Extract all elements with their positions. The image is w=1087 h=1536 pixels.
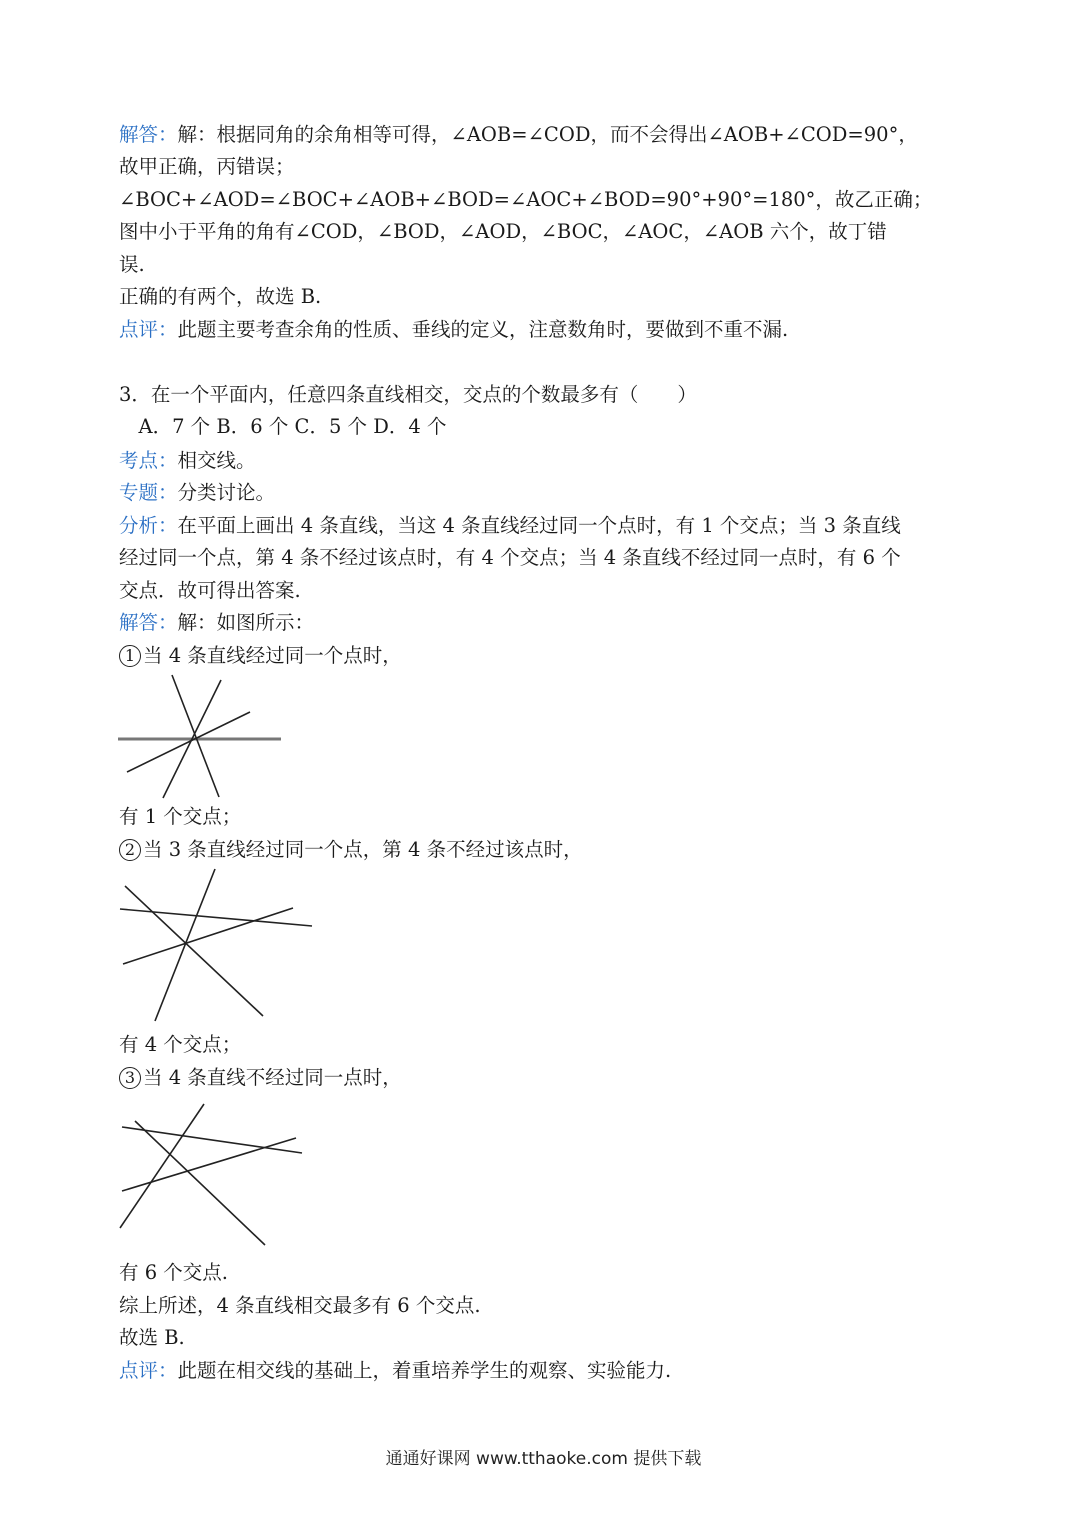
figure-one-intersection [115,672,290,802]
text-line: 交点．故可得出答案. [119,579,301,602]
label: 分析： [119,514,178,537]
text-line: 专题：分类讨论。 [119,481,276,504]
text-line: 经过同一个点，第 4 条不经过该点时，有 4 个交点；当 4 条直线不经过同一点时，有 6 个 [119,546,901,569]
label: 考点： [119,449,178,472]
line [155,869,215,1021]
text-line: 点评：此题主要考查余角的性质、垂线的定义，注意数角时，要做到不重不漏. [119,318,789,341]
text-line: 点评：此题在相交线的基础上，着重培养学生的观察、实验能力. [119,1359,672,1382]
question-line: 3．在一个平面内，任意四条直线相交，交点的个数最多有（ ） [119,383,697,406]
figure-two-svg [115,866,320,1026]
text-line: 解答：解：如图所示： [119,611,315,634]
text-line: 解答：解：根据同角的余角相等可得，∠AOB=∠COD，而不会得出∠AOB+∠COD=90°， [119,123,918,146]
figure-one-svg [115,672,290,802]
line [120,1104,204,1228]
figure-four-intersections [115,866,320,1026]
text-line: 2 当 3 条直线经过同一个点，第 4 条不经过该点时， [119,835,583,865]
circled-number: 2 [119,839,141,861]
text-line: 1 当 4 条直线经过同一个点时， [119,641,402,671]
text-line: 综上所述，4 条直线相交最多有 6 个交点. [119,1294,481,1317]
line [122,1138,296,1191]
line [127,712,250,772]
text-line: 图中小于平角的角有∠COD，∠BOD，∠AOD，∠BOC，∠AOC，∠AOB 六个，故丁错 [119,220,887,243]
circled-number: 1 [119,645,141,667]
options-line: A．7 个 B．6 个 C．5 个 D．4 个 [119,415,447,438]
text-line: 3 当 4 条直线不经过同一点时， [119,1063,402,1093]
text-line: 误. [119,253,145,276]
figure-three-svg [115,1100,310,1250]
line [172,675,219,797]
text-line: 故选 B. [119,1326,185,1349]
label: 点评： [119,1359,178,1382]
figure-six-intersections [115,1100,310,1250]
text-line: 有 4 个交点； [119,1033,242,1056]
text-line: 有 1 个交点； [119,805,242,828]
line [135,1121,265,1245]
text-line: ∠BOC+∠AOD=∠BOC+∠AOB+∠BOD=∠AOC+∠BOD=90°+90°=180°，故乙正确； [119,188,933,211]
text-line: 有 6 个交点. [119,1261,229,1284]
text-line: 分析：在平面上画出 4 条直线，当这 4 条直线经过同一个点时，有 1 个交点；当 3 条直线 [119,514,901,537]
label: 点评： [119,318,178,341]
line [122,1127,302,1153]
circled-number: 3 [119,1067,141,1089]
page-footer: 通通好课网 www.tthaoke.com 提供下载 [385,1449,702,1469]
text-line: 正确的有两个，故选 B. [119,285,322,308]
line [125,886,263,1016]
text-line: 考点：相交线。 [119,449,256,472]
label: 解答： [119,611,178,634]
label: 专题： [119,481,178,504]
label: 解答： [119,123,178,146]
text-line: 故甲正确，丙错误； [119,155,295,178]
